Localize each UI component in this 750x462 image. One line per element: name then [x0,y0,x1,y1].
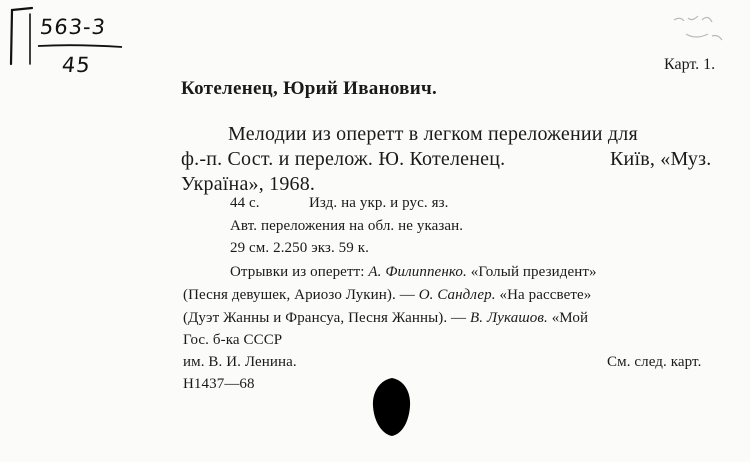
pencil-scribble [668,8,738,48]
accession-number: Н1437—68 [183,376,255,392]
composer-sandler: О. Сандлер. [418,287,496,303]
title-line-2: ф.-п. Сост. и перелож. Ю. Котеленец. [181,148,506,170]
library-line-2: им. В. И. Ленина. [183,354,297,370]
arranger-note: Авт. переложения на обл. не указан. [230,218,464,234]
composer-filippenko: А. Филиппенко. [368,264,467,280]
punch-hole [370,376,414,438]
composer-lukashov: В. Лукашов. [470,310,548,326]
card-number: Карт. 1. [664,56,716,73]
author-heading: Котеленец, Юрий Иванович. [181,78,438,99]
contents-intro: Отрывки из оперетт: [230,264,365,280]
size-price: 29 см. 2.250 экз. 59 к. [230,240,369,256]
work-moi: «Мой [551,310,589,326]
shelfmark-number: 563-3 [38,15,108,39]
work-golyi-prezident: «Голый президент» [470,264,597,280]
shelfmark-underline [36,43,124,49]
title-line-3: Україна», 1968. [181,173,316,195]
work-na-rassvete: «На рассвете» [499,287,592,303]
shelfmark-sub: 45 [60,53,92,77]
language-note: Изд. на укр. и рус. яз. [309,195,449,211]
library-line-1: Гос. б-ка СССР [183,332,283,348]
contents-line-1 [230,265,597,280]
title-line-1: Мелодии из оперетт в легком переложении для [228,123,638,145]
pages: 44 с. [230,195,260,211]
contents-line-2 [183,288,591,303]
contents-parts-1: (Песня девушек, Ариозо Лукин). — [183,287,415,303]
title-line-2-place: Київ, «Муз. [610,148,712,170]
contents-parts-2: (Дуэт Жанны и Франсуа, Песня Жанны). — [183,310,467,326]
contents-line-3 [183,311,588,326]
bracket-mark [8,6,42,68]
see-next-card: См. след. карт. [607,354,702,370]
